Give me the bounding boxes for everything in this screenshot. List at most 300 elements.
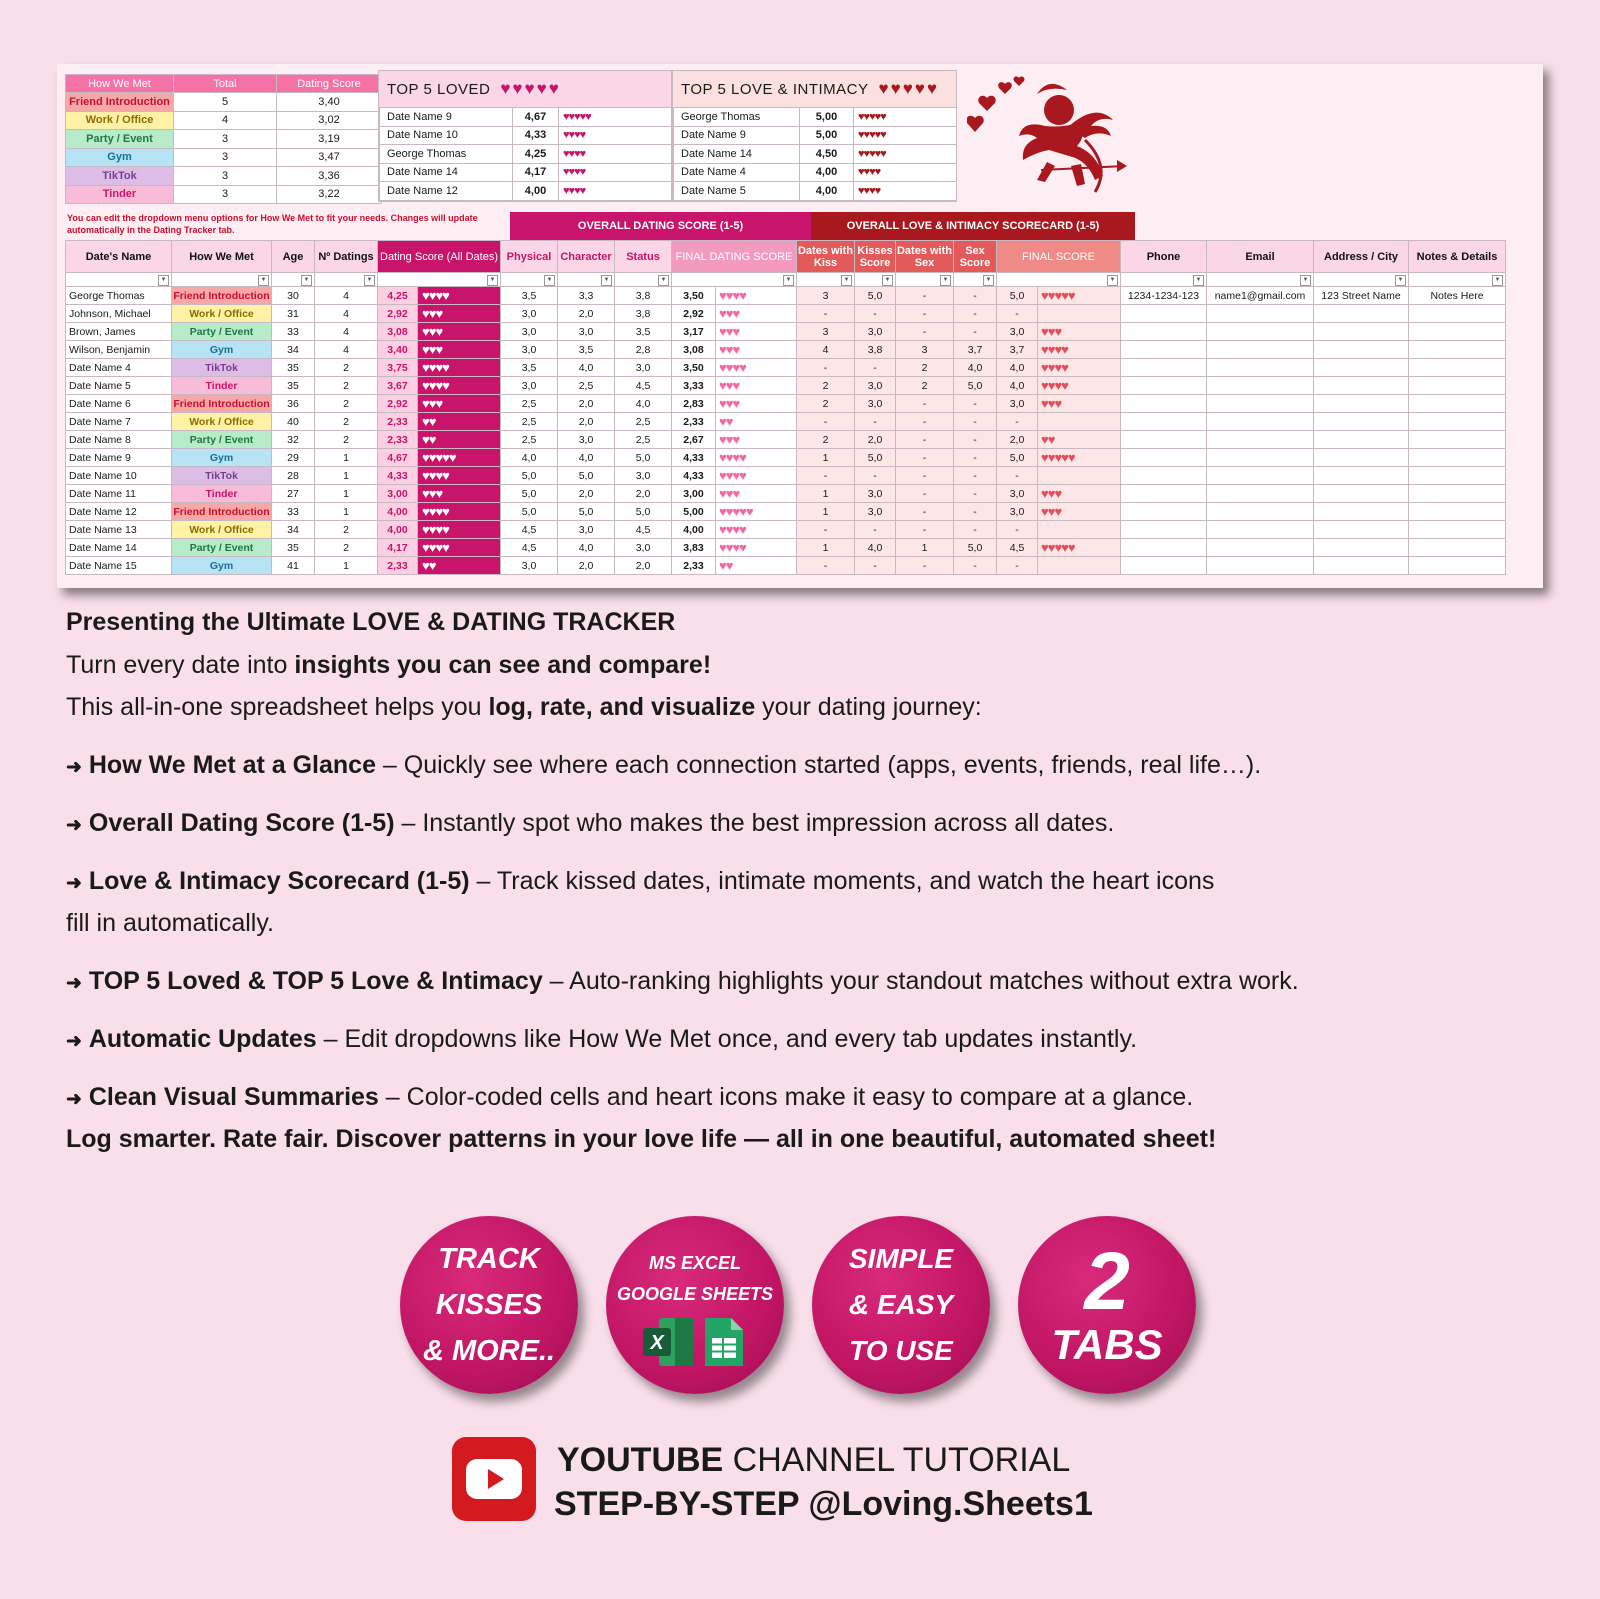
filter-dropdown-icon[interactable]: ▼ (258, 275, 269, 286)
date-name[interactable]: Date Name 13 (66, 521, 172, 539)
phone-cell[interactable] (1121, 539, 1207, 557)
status-score[interactable]: 2,0 (615, 485, 672, 503)
character-score[interactable]: 5,0 (558, 467, 615, 485)
datings-count[interactable]: 2 (315, 431, 378, 449)
address-cell[interactable] (1314, 341, 1409, 359)
status-score[interactable]: 4,5 (615, 377, 672, 395)
physical-score[interactable]: 3,0 (501, 305, 558, 323)
status-score[interactable]: 2,5 (615, 413, 672, 431)
email-cell[interactable] (1207, 521, 1314, 539)
dates-with-kiss[interactable]: 2 (797, 377, 855, 395)
final-dating-hearts-icon[interactable]: ♥♥♥ (716, 485, 797, 503)
filter-dropdown-icon[interactable]: ▼ (487, 275, 498, 286)
final-dating-hearts-icon[interactable]: ♥♥♥ (716, 341, 797, 359)
dates-with-kiss[interactable]: 2 (797, 395, 855, 413)
dates-with-kiss[interactable]: 2 (797, 431, 855, 449)
date-name[interactable]: Date Name 14 (66, 539, 172, 557)
datings-count[interactable]: 4 (315, 287, 378, 305)
final-score[interactable]: - (997, 305, 1038, 323)
age-cell[interactable]: 27 (272, 485, 315, 503)
dating-score-hearts-icon[interactable]: ♥♥♥♥ (418, 521, 501, 539)
how-we-met-cell[interactable]: Friend Introduction (172, 503, 272, 521)
filter-dropdown-icon[interactable]: ▼ (364, 275, 375, 286)
final-dating-hearts-icon[interactable]: ♥♥ (716, 413, 797, 431)
address-cell[interactable]: 123 Street Name (1314, 287, 1409, 305)
sex-score[interactable]: - (954, 449, 997, 467)
sex-score[interactable]: - (954, 521, 997, 539)
age-cell[interactable]: 34 (272, 521, 315, 539)
dates-with-sex[interactable]: - (896, 467, 954, 485)
status-score[interactable]: 3,8 (615, 287, 672, 305)
dates-with-kiss[interactable]: 1 (797, 449, 855, 467)
final-score[interactable]: - (997, 413, 1038, 431)
character-score[interactable]: 2,0 (558, 395, 615, 413)
email-cell[interactable] (1207, 323, 1314, 341)
phone-cell[interactable] (1121, 557, 1207, 575)
character-score[interactable]: 4,0 (558, 449, 615, 467)
final-score[interactable]: 4,5 (997, 539, 1038, 557)
phone-cell[interactable] (1121, 467, 1207, 485)
dating-score-all[interactable]: 4,00 (378, 503, 418, 521)
sex-score[interactable]: - (954, 431, 997, 449)
final-score-hearts-icon[interactable]: ♥♥♥♥ (1038, 341, 1121, 359)
final-score[interactable]: - (997, 467, 1038, 485)
character-score[interactable]: 3,5 (558, 341, 615, 359)
youtube-icon[interactable] (452, 1437, 536, 1521)
dates-with-sex[interactable]: - (896, 323, 954, 341)
notes-cell[interactable] (1409, 413, 1506, 431)
status-score[interactable]: 2,0 (615, 557, 672, 575)
physical-score[interactable]: 3,0 (501, 323, 558, 341)
status-score[interactable]: 3,5 (615, 323, 672, 341)
final-score-hearts-icon[interactable]: ♥♥♥♥ (1038, 359, 1121, 377)
notes-cell[interactable]: Notes Here (1409, 287, 1506, 305)
notes-cell[interactable] (1409, 395, 1506, 413)
dating-score-hearts-icon[interactable]: ♥♥♥ (418, 395, 501, 413)
status-score[interactable]: 2,8 (615, 341, 672, 359)
sex-score[interactable]: - (954, 467, 997, 485)
dates-with-kiss[interactable]: - (797, 521, 855, 539)
kisses-score[interactable]: - (855, 413, 896, 431)
final-dating-score[interactable]: 4,00 (672, 521, 716, 539)
notes-cell[interactable] (1409, 377, 1506, 395)
final-dating-score[interactable]: 2,92 (672, 305, 716, 323)
sex-score[interactable]: 5,0 (954, 377, 997, 395)
dating-score-hearts-icon[interactable]: ♥♥♥ (418, 305, 501, 323)
address-cell[interactable] (1314, 557, 1409, 575)
how-we-met-cell[interactable]: Gym (172, 557, 272, 575)
dating-score-hearts-icon[interactable]: ♥♥♥♥ (418, 503, 501, 521)
date-name[interactable]: Brown, James (66, 323, 172, 341)
notes-cell[interactable] (1409, 503, 1506, 521)
dates-with-sex[interactable]: - (896, 557, 954, 575)
final-score-hearts-icon[interactable]: ♥♥♥ (1038, 395, 1121, 413)
sex-score[interactable]: 3,7 (954, 341, 997, 359)
dating-score-hearts-icon[interactable]: ♥♥♥♥ (418, 539, 501, 557)
kisses-score[interactable]: - (855, 305, 896, 323)
dating-score-hearts-icon[interactable]: ♥♥♥♥ (418, 287, 501, 305)
filter-dropdown-icon[interactable]: ▼ (841, 275, 852, 286)
dates-with-kiss[interactable]: 1 (797, 539, 855, 557)
datings-count[interactable]: 2 (315, 359, 378, 377)
final-score[interactable]: 5,0 (997, 287, 1038, 305)
date-name[interactable]: Date Name 11 (66, 485, 172, 503)
filter-dropdown-icon[interactable]: ▼ (1193, 275, 1204, 286)
email-cell[interactable]: name1@gmail.com (1207, 287, 1314, 305)
sex-score[interactable]: - (954, 323, 997, 341)
email-cell[interactable] (1207, 503, 1314, 521)
status-score[interactable]: 4,0 (615, 395, 672, 413)
physical-score[interactable]: 3,0 (501, 557, 558, 575)
email-cell[interactable] (1207, 485, 1314, 503)
final-score-hearts-icon[interactable] (1038, 467, 1121, 485)
dating-score-hearts-icon[interactable]: ♥♥♥ (418, 341, 501, 359)
final-dating-hearts-icon[interactable]: ♥♥♥ (716, 323, 797, 341)
dates-with-kiss[interactable]: 3 (797, 323, 855, 341)
how-we-met-cell[interactable]: Party / Event (172, 323, 272, 341)
status-score[interactable]: 3,8 (615, 305, 672, 323)
physical-score[interactable]: 3,0 (501, 341, 558, 359)
sex-score[interactable]: - (954, 503, 997, 521)
final-score-hearts-icon[interactable]: ♥♥♥♥♥ (1038, 539, 1121, 557)
filter-dropdown-icon[interactable]: ▼ (601, 275, 612, 286)
how-we-met-cell[interactable]: Work / Office (172, 413, 272, 431)
kisses-score[interactable]: - (855, 557, 896, 575)
physical-score[interactable]: 5,0 (501, 485, 558, 503)
datings-count[interactable]: 4 (315, 305, 378, 323)
final-dating-hearts-icon[interactable]: ♥♥♥ (716, 377, 797, 395)
dating-score-hearts-icon[interactable]: ♥♥♥ (418, 485, 501, 503)
final-dating-hearts-icon[interactable]: ♥♥♥♥♥ (716, 503, 797, 521)
final-score[interactable]: - (997, 521, 1038, 539)
kisses-score[interactable]: 4,0 (855, 539, 896, 557)
phone-cell[interactable] (1121, 485, 1207, 503)
status-score[interactable]: 5,0 (615, 449, 672, 467)
address-cell[interactable] (1314, 377, 1409, 395)
kisses-score[interactable]: 3,8 (855, 341, 896, 359)
filter-dropdown-icon[interactable]: ▼ (783, 275, 794, 286)
notes-cell[interactable] (1409, 431, 1506, 449)
datings-count[interactable]: 4 (315, 323, 378, 341)
age-cell[interactable]: 41 (272, 557, 315, 575)
character-score[interactable]: 3,0 (558, 521, 615, 539)
address-cell[interactable] (1314, 467, 1409, 485)
sex-score[interactable]: - (954, 287, 997, 305)
status-score[interactable]: 2,5 (615, 431, 672, 449)
dating-score-all[interactable]: 3,40 (378, 341, 418, 359)
notes-cell[interactable] (1409, 557, 1506, 575)
dating-score-all[interactable]: 3,67 (378, 377, 418, 395)
filter-dropdown-icon[interactable]: ▼ (882, 275, 893, 286)
dating-score-all[interactable]: 3,00 (378, 485, 418, 503)
character-score[interactable]: 5,0 (558, 503, 615, 521)
filter-dropdown-icon[interactable]: ▼ (940, 275, 951, 286)
status-score[interactable]: 5,0 (615, 503, 672, 521)
final-score-hearts-icon[interactable] (1038, 305, 1121, 323)
final-score-hearts-icon[interactable]: ♥♥♥ (1038, 323, 1121, 341)
final-dating-hearts-icon[interactable]: ♥♥♥♥ (716, 449, 797, 467)
age-cell[interactable]: 32 (272, 431, 315, 449)
email-cell[interactable] (1207, 359, 1314, 377)
final-dating-score[interactable]: 3,00 (672, 485, 716, 503)
filter-dropdown-icon[interactable]: ▼ (658, 275, 669, 286)
kisses-score[interactable]: 5,0 (855, 449, 896, 467)
status-score[interactable]: 3,0 (615, 539, 672, 557)
address-cell[interactable] (1314, 431, 1409, 449)
email-cell[interactable] (1207, 377, 1314, 395)
date-name[interactable]: Date Name 8 (66, 431, 172, 449)
dating-score-hearts-icon[interactable]: ♥♥ (418, 431, 501, 449)
notes-cell[interactable] (1409, 485, 1506, 503)
final-score-hearts-icon[interactable] (1038, 413, 1121, 431)
phone-cell[interactable] (1121, 395, 1207, 413)
dates-with-kiss[interactable]: - (797, 359, 855, 377)
dates-with-kiss[interactable]: - (797, 467, 855, 485)
physical-score[interactable]: 5,0 (501, 503, 558, 521)
dating-score-all[interactable]: 3,75 (378, 359, 418, 377)
final-dating-score[interactable]: 2,67 (672, 431, 716, 449)
age-cell[interactable]: 33 (272, 503, 315, 521)
dating-score-hearts-icon[interactable]: ♥♥ (418, 413, 501, 431)
dating-score-all[interactable]: 2,33 (378, 557, 418, 575)
filter-dropdown-icon[interactable]: ▼ (983, 275, 994, 286)
sex-score[interactable]: 5,0 (954, 539, 997, 557)
final-dating-score[interactable]: 4,33 (672, 467, 716, 485)
address-cell[interactable] (1314, 539, 1409, 557)
dating-score-all[interactable]: 4,25 (378, 287, 418, 305)
email-cell[interactable] (1207, 395, 1314, 413)
final-dating-hearts-icon[interactable]: ♥♥♥♥ (716, 521, 797, 539)
kisses-score[interactable]: - (855, 467, 896, 485)
dates-with-kiss[interactable]: 1 (797, 485, 855, 503)
dates-with-sex[interactable]: 2 (896, 359, 954, 377)
datings-count[interactable]: 1 (315, 449, 378, 467)
address-cell[interactable] (1314, 323, 1409, 341)
kisses-score[interactable]: 3,0 (855, 395, 896, 413)
final-score-hearts-icon[interactable] (1038, 521, 1121, 539)
email-cell[interactable] (1207, 341, 1314, 359)
address-cell[interactable] (1314, 521, 1409, 539)
dating-score-all[interactable]: 3,08 (378, 323, 418, 341)
dating-score-all[interactable]: 2,33 (378, 413, 418, 431)
final-score[interactable]: 3,0 (997, 395, 1038, 413)
final-score[interactable]: 3,0 (997, 503, 1038, 521)
final-dating-score[interactable]: 5,00 (672, 503, 716, 521)
datings-count[interactable]: 2 (315, 395, 378, 413)
dates-with-kiss[interactable]: 1 (797, 503, 855, 521)
date-name[interactable]: Wilson, Benjamin (66, 341, 172, 359)
phone-cell[interactable] (1121, 359, 1207, 377)
how-we-met-cell[interactable]: Friend Introduction (172, 395, 272, 413)
phone-cell[interactable] (1121, 449, 1207, 467)
email-cell[interactable] (1207, 467, 1314, 485)
phone-cell[interactable]: 1234-1234-123 (1121, 287, 1207, 305)
sex-score[interactable]: - (954, 413, 997, 431)
dating-score-hearts-icon[interactable]: ♥♥♥♥♥ (418, 449, 501, 467)
phone-cell[interactable] (1121, 305, 1207, 323)
phone-cell[interactable] (1121, 503, 1207, 521)
final-score-hearts-icon[interactable]: ♥♥♥ (1038, 503, 1121, 521)
age-cell[interactable]: 36 (272, 395, 315, 413)
age-cell[interactable]: 31 (272, 305, 315, 323)
address-cell[interactable] (1314, 395, 1409, 413)
dates-with-sex[interactable]: - (896, 449, 954, 467)
dating-score-all[interactable]: 2,33 (378, 431, 418, 449)
character-score[interactable]: 2,0 (558, 305, 615, 323)
how-we-met-cell[interactable]: Party / Event (172, 431, 272, 449)
notes-cell[interactable] (1409, 539, 1506, 557)
dates-with-kiss[interactable]: 3 (797, 287, 855, 305)
physical-score[interactable]: 5,0 (501, 467, 558, 485)
character-score[interactable]: 2,0 (558, 485, 615, 503)
how-we-met-cell[interactable]: TikTok (172, 359, 272, 377)
address-cell[interactable] (1314, 359, 1409, 377)
kisses-score[interactable]: 5,0 (855, 287, 896, 305)
final-score[interactable]: 4,0 (997, 359, 1038, 377)
age-cell[interactable]: 29 (272, 449, 315, 467)
date-name[interactable]: Date Name 6 (66, 395, 172, 413)
address-cell[interactable] (1314, 503, 1409, 521)
date-name[interactable]: Date Name 5 (66, 377, 172, 395)
age-cell[interactable]: 30 (272, 287, 315, 305)
character-score[interactable]: 4,0 (558, 359, 615, 377)
dates-with-sex[interactable]: 2 (896, 377, 954, 395)
final-score[interactable]: 5,0 (997, 449, 1038, 467)
datings-count[interactable]: 1 (315, 503, 378, 521)
notes-cell[interactable] (1409, 449, 1506, 467)
dates-with-kiss[interactable]: - (797, 557, 855, 575)
notes-cell[interactable] (1409, 323, 1506, 341)
final-dating-hearts-icon[interactable]: ♥♥♥ (716, 431, 797, 449)
dating-score-all[interactable]: 4,67 (378, 449, 418, 467)
final-dating-score[interactable]: 3,50 (672, 287, 716, 305)
phone-cell[interactable] (1121, 323, 1207, 341)
notes-cell[interactable] (1409, 359, 1506, 377)
dates-with-sex[interactable]: - (896, 503, 954, 521)
datings-count[interactable]: 2 (315, 521, 378, 539)
final-dating-score[interactable]: 3,17 (672, 323, 716, 341)
final-dating-hearts-icon[interactable]: ♥♥ (716, 557, 797, 575)
age-cell[interactable]: 35 (272, 359, 315, 377)
final-dating-score[interactable]: 2,83 (672, 395, 716, 413)
how-we-met-cell[interactable]: Party / Event (172, 539, 272, 557)
physical-score[interactable]: 4,5 (501, 521, 558, 539)
final-score-hearts-icon[interactable]: ♥♥ (1038, 431, 1121, 449)
character-score[interactable]: 3,0 (558, 431, 615, 449)
dates-with-kiss[interactable]: 4 (797, 341, 855, 359)
age-cell[interactable]: 33 (272, 323, 315, 341)
datings-count[interactable]: 1 (315, 557, 378, 575)
youtube-line-2[interactable]: STEP-BY-STEP @Loving.Sheets1 (554, 1485, 1093, 1523)
dates-with-sex[interactable]: 3 (896, 341, 954, 359)
final-dating-score[interactable]: 3,33 (672, 377, 716, 395)
final-dating-hearts-icon[interactable]: ♥♥♥ (716, 395, 797, 413)
physical-score[interactable]: 2,5 (501, 431, 558, 449)
kisses-score[interactable]: 3,0 (855, 485, 896, 503)
email-cell[interactable] (1207, 413, 1314, 431)
age-cell[interactable]: 35 (272, 377, 315, 395)
physical-score[interactable]: 4,0 (501, 449, 558, 467)
dates-with-sex[interactable]: - (896, 413, 954, 431)
date-name[interactable]: Date Name 7 (66, 413, 172, 431)
how-we-met-cell[interactable]: Friend Introduction (172, 287, 272, 305)
notes-cell[interactable] (1409, 341, 1506, 359)
age-cell[interactable]: 34 (272, 341, 315, 359)
physical-score[interactable]: 2,5 (501, 395, 558, 413)
date-name[interactable]: Date Name 10 (66, 467, 172, 485)
kisses-score[interactable]: - (855, 359, 896, 377)
how-we-met-cell[interactable]: Gym (172, 341, 272, 359)
filter-dropdown-icon[interactable]: ▼ (1300, 275, 1311, 286)
character-score[interactable]: 2,0 (558, 557, 615, 575)
filter-dropdown-icon[interactable]: ▼ (1395, 275, 1406, 286)
datings-count[interactable]: 2 (315, 539, 378, 557)
final-score[interactable]: 3,0 (997, 485, 1038, 503)
address-cell[interactable] (1314, 305, 1409, 323)
physical-score[interactable]: 3,0 (501, 377, 558, 395)
dating-score-hearts-icon[interactable]: ♥♥♥♥ (418, 467, 501, 485)
datings-count[interactable]: 2 (315, 377, 378, 395)
how-we-met-cell[interactable]: Gym (172, 449, 272, 467)
status-score[interactable]: 4,5 (615, 521, 672, 539)
final-dating-hearts-icon[interactable]: ♥♥♥♥ (716, 539, 797, 557)
datings-count[interactable]: 1 (315, 485, 378, 503)
dating-score-hearts-icon[interactable]: ♥♥♥♥ (418, 377, 501, 395)
how-we-met-cell[interactable]: Work / Office (172, 305, 272, 323)
final-dating-score[interactable]: 3,08 (672, 341, 716, 359)
final-score-hearts-icon[interactable]: ♥♥♥♥ (1038, 377, 1121, 395)
notes-cell[interactable] (1409, 467, 1506, 485)
sex-score[interactable]: - (954, 485, 997, 503)
final-dating-score[interactable]: 3,83 (672, 539, 716, 557)
notes-cell[interactable] (1409, 305, 1506, 323)
status-score[interactable]: 3,0 (615, 467, 672, 485)
physical-score[interactable]: 4,5 (501, 539, 558, 557)
kisses-score[interactable]: 3,0 (855, 377, 896, 395)
dates-with-sex[interactable]: - (896, 395, 954, 413)
dating-score-all[interactable]: 2,92 (378, 305, 418, 323)
dates-with-sex[interactable]: 1 (896, 539, 954, 557)
filter-dropdown-icon[interactable]: ▼ (1492, 275, 1503, 286)
final-score-hearts-icon[interactable] (1038, 557, 1121, 575)
age-cell[interactable]: 28 (272, 467, 315, 485)
final-score[interactable]: 2,0 (997, 431, 1038, 449)
email-cell[interactable] (1207, 449, 1314, 467)
final-score[interactable]: - (997, 557, 1038, 575)
dating-score-hearts-icon[interactable]: ♥♥♥♥ (418, 359, 501, 377)
email-cell[interactable] (1207, 431, 1314, 449)
dating-score-hearts-icon[interactable]: ♥♥♥ (418, 323, 501, 341)
physical-score[interactable]: 3,5 (501, 287, 558, 305)
date-name[interactable]: Date Name 12 (66, 503, 172, 521)
final-score[interactable]: 3,7 (997, 341, 1038, 359)
age-cell[interactable]: 35 (272, 539, 315, 557)
age-cell[interactable]: 40 (272, 413, 315, 431)
status-score[interactable]: 3,0 (615, 359, 672, 377)
character-score[interactable]: 3,3 (558, 287, 615, 305)
address-cell[interactable] (1314, 485, 1409, 503)
address-cell[interactable] (1314, 449, 1409, 467)
final-dating-score[interactable]: 2,33 (672, 413, 716, 431)
final-dating-hearts-icon[interactable]: ♥♥♥♥ (716, 359, 797, 377)
filter-dropdown-icon[interactable]: ▼ (301, 275, 312, 286)
final-score[interactable]: 4,0 (997, 377, 1038, 395)
final-score-hearts-icon[interactable]: ♥♥♥♥♥ (1038, 449, 1121, 467)
filter-dropdown-icon[interactable]: ▼ (158, 275, 169, 286)
datings-count[interactable]: 2 (315, 413, 378, 431)
sex-score[interactable]: - (954, 395, 997, 413)
address-cell[interactable] (1314, 413, 1409, 431)
